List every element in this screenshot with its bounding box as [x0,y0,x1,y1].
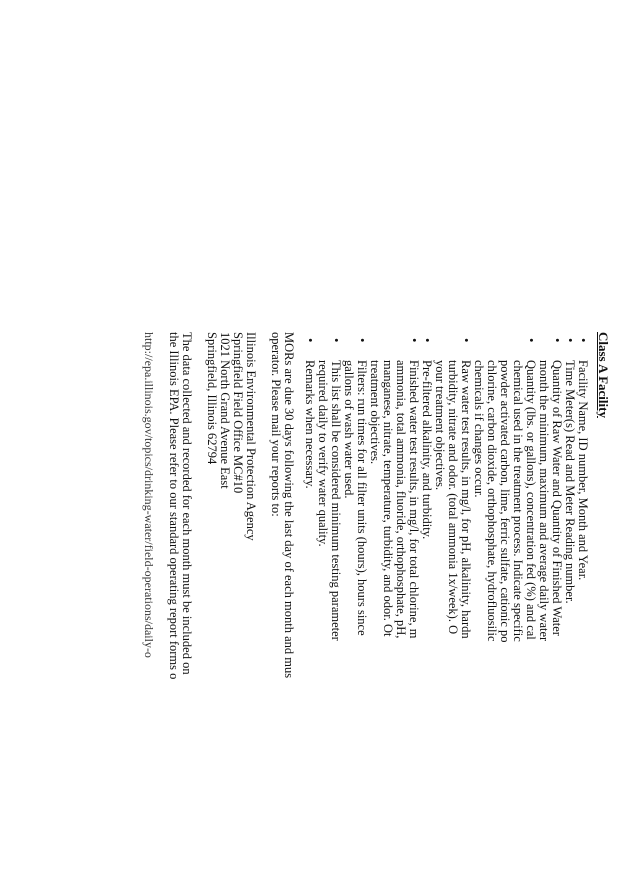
section-heading: Class A Facility [596,332,611,418]
bullet-icon: • [550,338,564,343]
requirement-item [420,332,433,892]
requirement-line: powder activated carbon, lime, ferric sulfate, cationic po [498,360,512,643]
requirement-line: Finished water test results, in mg/l, for total chlorine, m [407,360,421,639]
requirement-line: required daily to verify water quality. [316,360,330,547]
requirement-item [303,332,316,892]
requirement-item [563,332,576,892]
requirement-line: Facility Name, ID number, Month and Year. [576,360,590,581]
requirement-item [342,332,368,892]
requirement-line: Filters: run times for all filter units (hours), hours since [355,360,369,636]
requirement-line: manganese, nitrate, temperature, turbidity, and odor. Ot [381,360,395,637]
address-line: Springfield Field Office MC#10 [231,332,245,494]
bullet-icon: • [420,338,434,343]
address-line: Springfield, Illinois 62794 [205,332,219,465]
requirement-line: chlorine, carbon dioxide, orthophosphate, hydrofluosilic [485,360,499,642]
bullet-icon: • [563,338,577,343]
requirement-line: Quantity (lbs. or gallons), concentration fed (%) and cal [524,360,538,640]
paragraph-line: MORs are due 30 days following the last day of each month and mus [282,332,296,679]
requirement-item [433,332,472,892]
requirement-item [368,332,420,892]
requirement-line: Quantity of Raw Water and Quantity of Finished Water [550,360,564,636]
requirement-line: chemical used in the treatment process. Indicate specific [511,360,525,642]
paragraph-line: The data collected and recorded for each month must be included on [180,332,194,675]
requirement-item [576,332,589,892]
requirement-line: month the minimum, maximum and average daily water [537,360,551,642]
bullet-icon: • [407,338,421,343]
requirement-line: Pre-filtered alkalinity, and turbidity. [420,360,434,540]
bullet-icon: • [329,338,343,343]
requirement-line: turbidity, nitrate and odor. (total ammonia 1x/week). O [446,360,460,635]
reference-url-link[interactable]: http://epa.illinois.gov/topics/drinking-water/field-operations/daily-o [142,332,156,658]
paragraph-line: operator. Please mail your reports to: [269,332,283,517]
address-line: 1021 North Grand Avenue East [218,332,232,489]
requirement-line: treatment objectives. [368,360,382,465]
requirement-line: your treatment objectives. [433,360,447,491]
bullet-icon: • [355,338,369,343]
requirement-line: chemicals if changes occur. [472,360,486,498]
requirement-item [537,332,563,892]
paragraph-line: the Illinois EPA. Please refer to our standard operating report forms o [167,332,181,680]
address-line: Illinois Environmental Protection Agency [244,332,258,541]
bullet-icon: • [459,338,473,343]
mailing-address [205,332,257,892]
requirement-line: This list shall be considered minimum testing parameter [329,360,343,641]
requirements-list [303,332,589,892]
requirement-item [316,332,342,892]
data-collection-paragraph [167,332,193,892]
requirement-line: Raw water test results, in mg/l, for pH, alkalinity, hardn [459,360,473,639]
document-content [142,332,610,892]
requirement-line: Remarks when necessary. [303,360,317,489]
requirement-item [472,332,537,892]
requirement-line: Time Meter(s) Read and Meter Reading number. [563,360,577,604]
requirement-line: ammonia, total ammonia, fluoride, orthophosphate, pH, [394,360,408,639]
requirement-line: gallons of wash water used. [342,360,356,499]
bullet-icon: • [303,338,317,343]
mor-due-paragraph [269,332,295,892]
bullet-icon: • [576,338,590,343]
bullet-icon: • [524,338,538,343]
